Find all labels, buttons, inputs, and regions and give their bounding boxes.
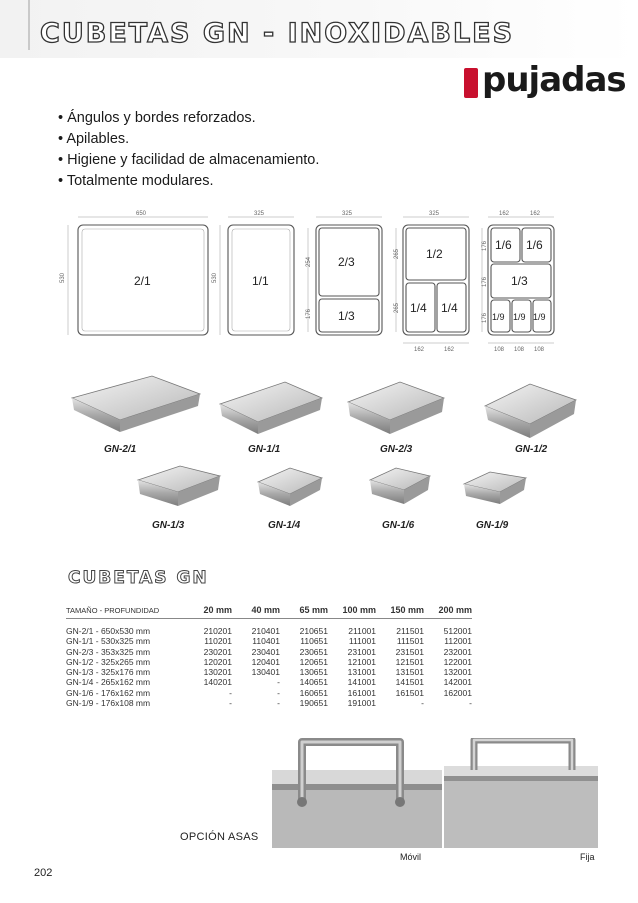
product-label: GN-1/1 [248, 444, 281, 455]
handle-fija-caption: Fija [580, 852, 595, 862]
reference-cell: 120201 [203, 656, 232, 667]
product-label: GN-2/1 [104, 444, 137, 455]
dim-label: 162 [530, 211, 541, 217]
pan-label: 1/9 [533, 312, 546, 322]
feature-list [58, 108, 319, 192]
feature-item: • Apilables. [58, 129, 319, 150]
pan-gn-2-3 [348, 382, 444, 434]
reference-cell: 130401 [251, 667, 280, 678]
table-body [66, 618, 472, 708]
reference-cell: 160651 [299, 687, 328, 698]
product-label: GN-1/4 [268, 520, 301, 531]
pan-gn-1-2 [485, 384, 576, 438]
reference-cell: 120401 [251, 656, 280, 667]
reference-cell: 162001 [443, 687, 472, 698]
reference-cell: 161501 [395, 687, 424, 698]
pan-label: 1/4 [410, 301, 427, 315]
product-label: GN-1/3 [152, 520, 185, 531]
reference-cell: 230401 [251, 646, 280, 657]
column-header: 20 mm [184, 600, 232, 618]
dim-label: 108 [494, 347, 505, 353]
table-row [66, 677, 472, 687]
pan-label: 1/2 [426, 247, 443, 261]
reference-cell: 161001 [347, 687, 376, 698]
reference-cell: 141501 [395, 677, 424, 688]
reference-cell: - [421, 698, 424, 709]
dim-label: 325 [342, 211, 353, 217]
pan-gn-1-9 [464, 472, 526, 504]
reference-cell: 191001 [347, 698, 376, 709]
product-label: GN-1/9 [476, 520, 509, 531]
product-label: GN-1/2 [515, 444, 548, 455]
pan-gn-1-3 [138, 466, 220, 506]
reference-cell: 110201 [204, 636, 232, 647]
size-cell: GN-2/1 - 650x530 mm [66, 626, 151, 636]
dim-label: 176 [482, 276, 488, 287]
dim-label: 254 [306, 256, 312, 267]
reference-cell: 140201 [203, 677, 232, 688]
column-header: 100 mm [328, 600, 376, 618]
size-cell: GN-1/9 - 176x108 mm [66, 698, 151, 709]
reference-cell: 140651 [299, 677, 328, 688]
product-photos [60, 368, 580, 538]
reference-cell: 512001 [443, 626, 472, 636]
reference-cell: 111501 [396, 636, 424, 647]
pan-label: 1/6 [526, 238, 543, 252]
pan-gn-1-1 [220, 382, 322, 434]
dim-label: 325 [254, 211, 265, 217]
dim-label: 108 [514, 347, 525, 353]
dim-label: 530 [60, 272, 66, 283]
pan-gn-1-4 [258, 468, 322, 506]
table-title: CUBETAS GN [68, 568, 209, 588]
page-number: 202 [34, 867, 53, 879]
reference-cell: 122001 [443, 656, 472, 667]
table-row [66, 657, 472, 667]
reference-cell: 121001 [347, 656, 376, 667]
pan-label: 1/4 [441, 301, 458, 315]
column-header: 200 mm [424, 600, 472, 618]
product-label: GN-2/3 [380, 444, 413, 455]
reference-cell: 211501 [396, 626, 424, 636]
size-diagram [58, 205, 578, 355]
size-cell: GN-2/3 - 353x325 mm [66, 646, 151, 657]
pan-illustrations [60, 368, 580, 538]
pan-label: 2/3 [338, 255, 355, 269]
dim-label: 108 [534, 347, 545, 353]
reference-cell: 121501 [395, 656, 424, 667]
reference-cell: - [469, 698, 472, 709]
table-row [66, 626, 472, 636]
pan-label: 1/9 [513, 312, 526, 322]
reference-cell: 210651 [299, 626, 328, 636]
size-cell: GN-1/3 - 325x176 mm [66, 667, 151, 678]
reference-cell: - [277, 687, 280, 698]
table-row [66, 647, 472, 657]
dim-label: 265 [394, 248, 400, 259]
feature-item: • Ángulos y bordes reforzados. [58, 108, 319, 129]
column-header: TAMAÑO - PROFUNDIDAD [66, 600, 184, 618]
reference-cell: 190651 [299, 698, 328, 709]
logo-text: pujadas [482, 60, 626, 100]
dim-label: 162 [499, 211, 510, 217]
reference-cell: 231001 [347, 646, 376, 657]
table-row [66, 636, 472, 646]
dim-label: 162 [414, 347, 425, 353]
table-row [66, 688, 472, 698]
reference-cell: - [277, 677, 280, 688]
product-label: GN-1/6 [382, 520, 415, 531]
page-title: CUBETAS GN - INOXIDABLES [40, 18, 515, 49]
size-cell: GN-1/1 - 530x325 mm [66, 636, 151, 647]
dim-label: 325 [429, 211, 440, 217]
pan-gn-1-6 [370, 468, 430, 504]
size-cell: GN-1/2 - 325x265 mm [66, 656, 151, 667]
pan-label: 1/3 [511, 274, 528, 288]
handle-fija-photo [444, 738, 598, 848]
reference-cell: 231501 [395, 646, 424, 657]
dim-label: 530 [212, 272, 218, 283]
pan-label: 1/9 [492, 312, 505, 322]
pan-label: 1/6 [495, 238, 512, 252]
reference-cell: 211001 [348, 626, 376, 636]
reference-cell: 210201 [203, 626, 232, 636]
header-edge [28, 0, 30, 50]
handle-movil-photo [272, 738, 442, 848]
handles-title: OPCIÓN ASAS [180, 831, 259, 843]
size-cell: GN-1/6 - 176x162 mm [66, 687, 151, 698]
logo-mark [464, 68, 478, 98]
column-header: 65 mm [280, 600, 328, 618]
reference-cell: 210401 [251, 626, 280, 636]
table-spacer [66, 618, 472, 626]
reference-cell: 132001 [443, 667, 472, 678]
reference-cell: 141001 [347, 677, 376, 688]
reference-cell: 120651 [299, 656, 328, 667]
table-row [66, 698, 472, 708]
reference-table [66, 600, 472, 708]
pan-label: 2/1 [134, 274, 151, 288]
dim-label: 176 [482, 312, 488, 323]
reference-cell: 112001 [444, 636, 472, 647]
reference-cell: 230651 [299, 646, 328, 657]
reference-cell: 232001 [443, 646, 472, 657]
table-header-row [66, 600, 472, 618]
feature-item: • Totalmente modulares. [58, 171, 319, 192]
reference-cell: - [277, 698, 280, 709]
dim-label: 176 [482, 240, 488, 251]
feature-item: • Higiene y facilidad de almacenamiento. [58, 150, 319, 171]
dim-label: 265 [394, 302, 400, 313]
reference-cell: 111001 [348, 636, 376, 647]
handle-movil-caption: Móvil [400, 852, 422, 862]
column-header: 150 mm [376, 600, 424, 618]
reference-cell: 130201 [203, 667, 232, 678]
reference-cell: 142001 [443, 677, 472, 688]
reference-cell: 110651 [300, 636, 328, 647]
dim-label: 162 [444, 347, 455, 353]
column-header: 40 mm [232, 600, 280, 618]
reference-cell: 230201 [203, 646, 232, 657]
pan-label: 1/1 [252, 274, 269, 288]
table-row [66, 667, 472, 677]
dim-label: 650 [136, 211, 147, 217]
dim-label: 176 [306, 308, 312, 319]
reference-cell: - [229, 687, 232, 698]
brand-logo [464, 60, 626, 106]
reference-cell: 130651 [299, 667, 328, 678]
reference-cell: 110401 [252, 636, 280, 647]
reference-cell: 131501 [395, 667, 424, 678]
reference-cell: 131001 [347, 667, 376, 678]
reference-cell: - [229, 698, 232, 709]
size-cell: GN-1/4 - 265x162 mm [66, 677, 151, 688]
pan-label: 1/3 [338, 309, 355, 323]
pan-gn-2-1 [72, 376, 200, 432]
